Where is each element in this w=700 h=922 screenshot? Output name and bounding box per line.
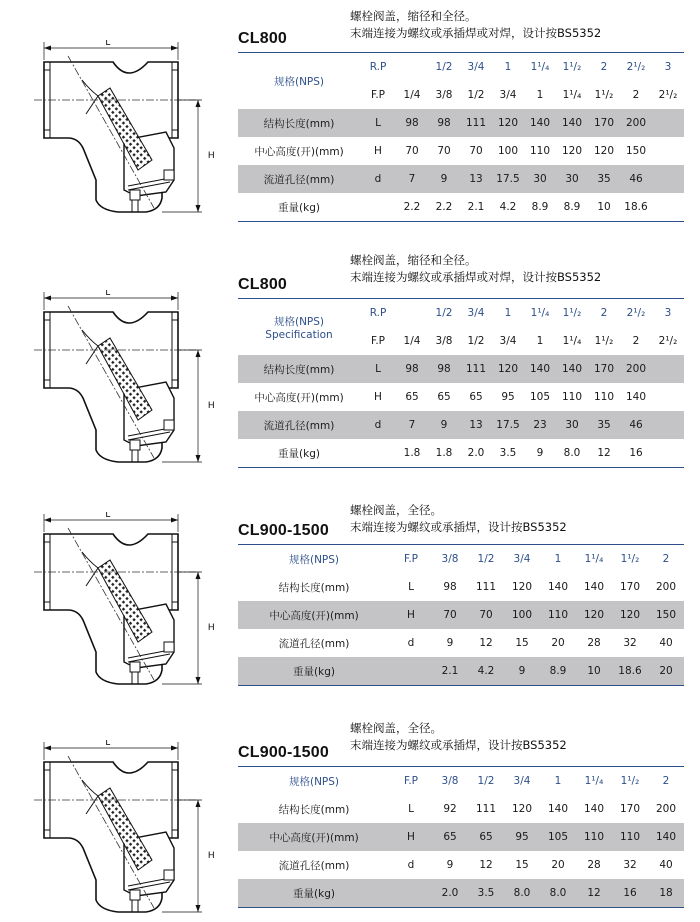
table-cell: 70 — [469, 145, 483, 157]
section-cl800-b — [0, 246, 700, 471]
table-cell: 28 — [587, 637, 601, 649]
table-cell: 7 — [396, 165, 428, 193]
table-cell: 200 — [620, 109, 652, 137]
header-label-en: Specification — [265, 328, 333, 341]
row-key: L — [408, 581, 414, 593]
table-cell: 8.9 — [556, 193, 588, 222]
table-cell: 140 — [583, 803, 605, 815]
table-cell: 3/8 — [435, 335, 453, 347]
table-row — [238, 411, 684, 439]
description-line-2: 末端连接为螺纹或承插焊，设计按BS5352 — [350, 738, 567, 752]
table-cell: 1¹/₄ — [576, 545, 612, 574]
table-cell: 120 — [576, 601, 612, 629]
pressure-class-label: CL900-1500 — [238, 744, 329, 761]
table-cell: 32 — [623, 859, 637, 871]
table-cell — [652, 411, 684, 439]
row-key: H — [390, 823, 432, 851]
table-row — [238, 823, 684, 851]
description-line-1: 螺栓阀盖，缩径和全径。 — [350, 9, 477, 23]
table-cell: 110 — [576, 823, 612, 851]
table-row — [238, 165, 684, 193]
pressure-class-label: CL800 — [238, 276, 288, 293]
section-description — [350, 8, 601, 42]
table-cell: 12 — [576, 879, 612, 908]
pressure-class-label: CL900-1500 — [238, 522, 329, 539]
row-key: d — [407, 859, 415, 871]
section-cl900-1500-b — [0, 708, 700, 922]
table-cell: 100 — [497, 145, 519, 157]
row-label: 重量(kg) — [238, 193, 360, 222]
table-header-row-rp — [238, 53, 684, 82]
table-cell: 1¹/₂ — [612, 545, 648, 574]
table-cell: 1¹/₂ — [556, 53, 588, 82]
table-cell: 30 — [556, 411, 588, 439]
table-cell: 110 — [540, 601, 576, 629]
table-cell: 2¹/₂ — [658, 89, 678, 101]
table-cell: 1 — [492, 53, 524, 82]
table-cell: 2.0 — [432, 879, 468, 908]
table-cell: 150 — [625, 145, 647, 157]
row-label: 流道孔径(mm) — [278, 637, 350, 650]
spec-table — [238, 52, 684, 222]
row-label: 结构长度(mm) — [238, 109, 360, 137]
table-cell: 3/8 — [432, 545, 468, 574]
row-label: 重量(kg) — [238, 657, 390, 686]
table-cell: 3/8 — [432, 767, 468, 796]
table-cell: 2¹/₂ — [620, 53, 652, 82]
table-cell: 170 — [619, 803, 641, 815]
table-cell: 8.0 — [504, 879, 540, 908]
table-cell: 65 — [432, 823, 468, 851]
description-line-1: 螺栓阀盖，缩径和全径。 — [350, 253, 477, 267]
table-cell: 140 — [648, 823, 684, 851]
table-row — [238, 193, 684, 222]
table-row — [238, 355, 684, 383]
table-cell: 1¹/₂ — [594, 89, 614, 101]
table-cell: 120 — [612, 601, 648, 629]
table-cell — [652, 137, 684, 165]
valve-drawing — [28, 512, 224, 692]
section-cl800-a — [0, 0, 700, 225]
table-cell: 98 — [428, 109, 460, 137]
table-cell: 3/4 — [504, 767, 540, 796]
table-cell: 2.1 — [432, 657, 468, 686]
table-cell: 2¹/₂ — [658, 335, 678, 347]
table-cell — [652, 383, 684, 411]
table-cell: 35 — [588, 165, 620, 193]
table-cell: 1¹/₄ — [576, 767, 612, 796]
spec-table — [238, 766, 684, 908]
table-cell: 1/2 — [467, 335, 485, 347]
table-cell: 1/4 — [403, 89, 421, 101]
row-label: 结构长度(mm) — [278, 803, 350, 816]
table-cell: 13 — [460, 165, 492, 193]
table-cell: 1¹/₄ — [562, 335, 582, 347]
table-cell: 18.6 — [620, 193, 652, 222]
table-cell: 1/2 — [467, 89, 485, 101]
row-key — [390, 657, 432, 686]
table-cell: 1¹/₄ — [524, 299, 556, 328]
table-cell: 2.0 — [460, 439, 492, 468]
row-key — [390, 879, 432, 908]
table-cell: 1 — [540, 545, 576, 574]
header-key: F.P — [390, 545, 432, 574]
table-cell: 18 — [648, 879, 684, 908]
valve-drawing — [28, 40, 224, 220]
dimension-l-label: L — [105, 740, 111, 747]
table-row — [238, 573, 684, 601]
table-cell: 3/4 — [499, 89, 517, 101]
description-line-2: 末端连接为螺纹或承插焊或对焊，设计按BS5352 — [350, 26, 602, 40]
table-cell: 170 — [619, 581, 641, 593]
table-cell: 30 — [524, 165, 556, 193]
header-key: F.P — [390, 767, 432, 796]
table-cell — [396, 53, 428, 82]
table-cell: 3 — [652, 299, 684, 328]
table-cell: 105 — [540, 823, 576, 851]
table-cell: 105 — [529, 391, 551, 403]
table-cell: 1 — [536, 89, 544, 101]
spec-table — [238, 544, 684, 686]
row-key: H — [390, 601, 432, 629]
table-cell: 1.8 — [396, 439, 428, 468]
table-cell: 150 — [648, 601, 684, 629]
y-strainer-drawing — [28, 512, 224, 692]
row-label: 结构长度(mm) — [278, 581, 350, 594]
table-cell: 12 — [479, 859, 493, 871]
table-cell: 7 — [396, 411, 428, 439]
table-cell: 15 — [515, 859, 529, 871]
table-cell: 1/2 — [468, 545, 504, 574]
table-cell: 1¹/₂ — [612, 767, 648, 796]
table-cell: 95 — [501, 391, 515, 403]
table-cell: 98 — [396, 355, 428, 383]
table-cell: 23 — [524, 411, 556, 439]
table-cell: 2 — [632, 89, 640, 101]
table-cell: 9 — [524, 439, 556, 468]
table-header-row — [238, 545, 684, 574]
table-cell: 120 — [511, 803, 533, 815]
table-cell: 65 — [469, 391, 483, 403]
table-cell: 170 — [588, 355, 620, 383]
table-cell: 2¹/₂ — [620, 299, 652, 328]
table-cell: 140 — [583, 581, 605, 593]
table-cell: 140 — [524, 355, 556, 383]
table-cell — [652, 109, 684, 137]
table-cell: 3/4 — [504, 545, 540, 574]
table-cell: 8.9 — [540, 657, 576, 686]
table-cell: 1/2 — [428, 299, 460, 328]
table-cell: 10 — [576, 657, 612, 686]
table-cell: 170 — [588, 109, 620, 137]
table-cell: 4.2 — [492, 193, 524, 222]
table-cell: 140 — [547, 803, 569, 815]
header-key: F.P — [370, 89, 386, 101]
table-cell: 12 — [588, 439, 620, 468]
row-label: 流道孔径(mm) — [238, 165, 360, 193]
table-header-row-rp — [238, 299, 684, 328]
row-label: 流道孔径(mm) — [278, 859, 350, 872]
table-cell: 2 — [648, 767, 684, 796]
table-cell: 111 — [475, 803, 497, 815]
table-cell: 8.0 — [540, 879, 576, 908]
table-cell: 111 — [475, 581, 497, 593]
row-label: 中心高度(开)(mm) — [254, 145, 344, 158]
table-cell: 111 — [460, 355, 492, 383]
table-row — [238, 383, 684, 411]
table-cell: 2 — [588, 299, 620, 328]
header-label: 规格(NPS) — [238, 53, 360, 110]
table-cell: 13 — [460, 411, 492, 439]
table-cell: 9 — [428, 411, 460, 439]
table-cell — [396, 299, 428, 328]
table-cell: 70 — [468, 601, 504, 629]
table-cell — [652, 193, 684, 222]
valve-drawing — [28, 290, 224, 470]
table-cell: 95 — [504, 823, 540, 851]
table-cell: 3/4 — [460, 299, 492, 328]
table-cell: 70 — [405, 145, 419, 157]
table-cell: 15 — [515, 637, 529, 649]
table-cell: 140 — [556, 355, 588, 383]
table-cell: 140 — [625, 391, 647, 403]
table-cell: 2.1 — [460, 193, 492, 222]
row-label: 流道孔径(mm) — [238, 411, 360, 439]
dimension-h-label: H — [208, 150, 215, 160]
table-cell: 16 — [612, 879, 648, 908]
dimension-h-label: H — [208, 622, 215, 632]
description-line-2: 末端连接为螺纹或承插焊，设计按BS5352 — [350, 520, 567, 534]
table-cell: 2 — [632, 335, 640, 347]
header-key: R.P — [360, 53, 396, 82]
table-cell: 40 — [659, 637, 673, 649]
header-label-cn: 规格(NPS) — [273, 315, 325, 328]
description-line-1: 螺栓阀盖，全径。 — [350, 503, 442, 517]
table-cell: 9 — [446, 859, 454, 871]
table-cell: 100 — [504, 601, 540, 629]
table-row — [238, 629, 684, 657]
table-cell: 3/4 — [499, 335, 517, 347]
y-strainer-drawing — [28, 40, 224, 220]
table-cell: 20 — [551, 859, 565, 871]
section-description — [350, 252, 601, 286]
table-row — [238, 439, 684, 468]
table-cell: 40 — [659, 859, 673, 871]
dimension-l-label: L — [105, 290, 111, 297]
table-cell: 110 — [529, 145, 551, 157]
table-cell: 2.2 — [396, 193, 428, 222]
table-cell: 70 — [437, 145, 451, 157]
section-cl900-1500-a — [0, 488, 700, 698]
table-cell: 110 — [561, 391, 583, 403]
table-cell: 9 — [446, 637, 454, 649]
table-cell: 120 — [492, 109, 524, 137]
table-cell — [652, 165, 684, 193]
table-cell: 35 — [588, 411, 620, 439]
header-label — [238, 299, 360, 356]
table-header-row — [238, 767, 684, 796]
table-cell: 1/2 — [468, 767, 504, 796]
row-label: 中心高度(开)(mm) — [254, 391, 344, 404]
table-cell: 10 — [588, 193, 620, 222]
pressure-class-label: CL800 — [238, 30, 288, 47]
table-cell: 120 — [492, 355, 524, 383]
table-cell: 16 — [620, 439, 652, 468]
table-cell: 140 — [556, 109, 588, 137]
table-cell: 9 — [428, 165, 460, 193]
header-key: F.P — [370, 335, 386, 347]
table-cell: 1.8 — [428, 439, 460, 468]
table-cell: 18.6 — [612, 657, 648, 686]
header-label: 规格(NPS) — [238, 545, 390, 574]
table-cell: 17.5 — [492, 411, 524, 439]
table-row — [238, 137, 684, 165]
table-cell: 1¹/₂ — [594, 335, 614, 347]
header-key: R.P — [360, 299, 396, 328]
table-cell: 30 — [556, 165, 588, 193]
table-cell: 120 — [511, 581, 533, 593]
table-cell: 32 — [623, 637, 637, 649]
table-cell: 1 — [492, 299, 524, 328]
header-label: 规格(NPS) — [238, 767, 390, 796]
row-key: H — [374, 391, 382, 403]
table-cell: 46 — [620, 411, 652, 439]
table-cell: 2 — [588, 53, 620, 82]
table-cell: 200 — [655, 803, 677, 815]
table-cell: 2.2 — [428, 193, 460, 222]
table-cell: 98 — [443, 581, 457, 593]
table-cell: 1¹/₄ — [562, 89, 582, 101]
table-row — [238, 851, 684, 879]
table-cell: 140 — [524, 109, 556, 137]
section-description — [350, 720, 567, 754]
table-cell: 65 — [437, 391, 451, 403]
table-cell: 200 — [655, 581, 677, 593]
table-cell: 98 — [428, 355, 460, 383]
row-key: L — [360, 355, 396, 383]
table-cell: 1 — [536, 335, 544, 347]
table-cell: 3/4 — [460, 53, 492, 82]
table-cell: 65 — [405, 391, 419, 403]
description-line-1: 螺栓阀盖，全径。 — [350, 721, 442, 735]
table-cell: 46 — [620, 165, 652, 193]
dimension-l-label: L — [105, 40, 111, 47]
row-key: d — [407, 637, 415, 649]
table-cell: 1/2 — [428, 53, 460, 82]
row-key — [360, 439, 396, 468]
row-key: L — [408, 803, 414, 815]
row-key — [360, 193, 396, 222]
description-line-2: 末端连接为螺纹或承插焊或对焊，设计按BS5352 — [350, 270, 602, 284]
row-key: d — [360, 165, 396, 193]
dimension-l-label: L — [105, 512, 111, 519]
row-key: L — [360, 109, 396, 137]
table-cell: 200 — [620, 355, 652, 383]
table-cell: 98 — [396, 109, 428, 137]
table-cell: 120 — [593, 145, 615, 157]
table-cell — [652, 439, 684, 468]
row-label: 中心高度(开)(mm) — [238, 823, 390, 851]
table-cell: 111 — [460, 109, 492, 137]
table-cell: 1¹/₄ — [524, 53, 556, 82]
table-cell: 8.9 — [524, 193, 556, 222]
table-cell: 1/4 — [403, 335, 421, 347]
table-cell: 17.5 — [492, 165, 524, 193]
table-row — [238, 109, 684, 137]
table-row — [238, 657, 684, 686]
row-label: 中心高度(开)(mm) — [238, 601, 390, 629]
table-cell: 4.2 — [468, 657, 504, 686]
table-cell: 20 — [551, 637, 565, 649]
row-key: H — [374, 145, 382, 157]
table-cell: 92 — [443, 803, 457, 815]
table-cell: 12 — [479, 637, 493, 649]
table-cell: 20 — [648, 657, 684, 686]
table-cell: 120 — [561, 145, 583, 157]
table-cell: 140 — [547, 581, 569, 593]
table-cell: 110 — [593, 391, 615, 403]
row-label: 结构长度(mm) — [238, 355, 360, 383]
row-label: 重量(kg) — [238, 879, 390, 908]
dimension-h-label: H — [208, 850, 215, 860]
section-description — [350, 502, 567, 536]
row-label: 重量(kg) — [238, 439, 360, 468]
table-cell: 70 — [432, 601, 468, 629]
table-cell: 3.5 — [468, 879, 504, 908]
table-cell: 110 — [612, 823, 648, 851]
table-row — [238, 601, 684, 629]
table-cell: 9 — [504, 657, 540, 686]
table-cell: 28 — [587, 859, 601, 871]
dimension-h-label: H — [208, 400, 215, 410]
table-cell: 2 — [648, 545, 684, 574]
table-cell: 1¹/₂ — [556, 299, 588, 328]
table-cell: 8.0 — [556, 439, 588, 468]
table-row — [238, 795, 684, 823]
table-cell: 3.5 — [492, 439, 524, 468]
table-row — [238, 879, 684, 908]
valve-drawing — [28, 740, 224, 920]
table-cell — [652, 355, 684, 383]
table-cell: 3/8 — [435, 89, 453, 101]
table-cell: 3 — [652, 53, 684, 82]
y-strainer-drawing — [28, 290, 224, 470]
table-cell: 1 — [540, 767, 576, 796]
y-strainer-drawing — [28, 740, 224, 920]
row-key: d — [360, 411, 396, 439]
table-cell: 65 — [468, 823, 504, 851]
spec-table — [238, 298, 684, 468]
